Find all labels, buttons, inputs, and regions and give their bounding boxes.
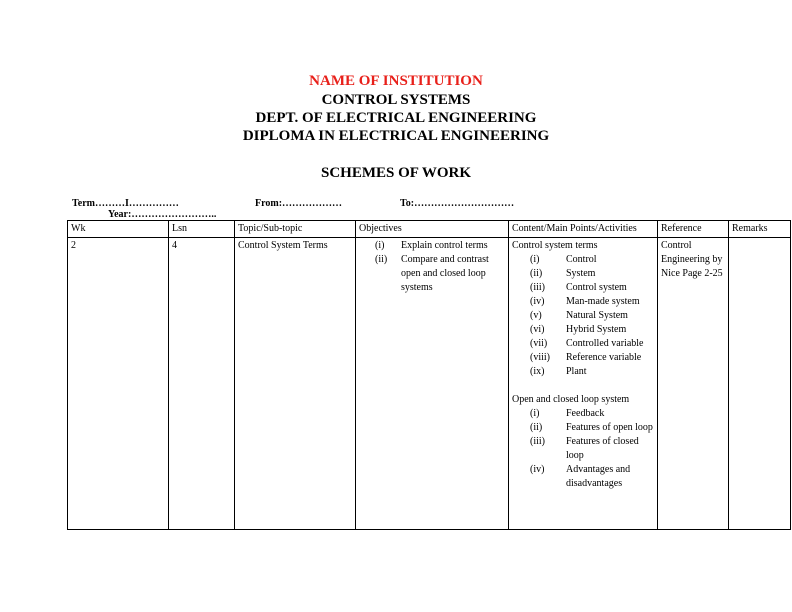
list-item: (vi) Hybrid System (530, 324, 627, 335)
objective-item (359, 239, 505, 253)
list-item: (viii) Reference variable (530, 352, 642, 363)
document-title: SCHEMES OF WORK (320, 165, 472, 181)
objective-text: Compare and contrast open and closed loop systems (401, 254, 489, 293)
list-item: (i) Feedback (530, 408, 605, 419)
header-topic: Topic/Sub-topic (235, 221, 356, 238)
header-objectives: Objectives (356, 221, 509, 238)
cell-content (509, 238, 658, 530)
cell-lsn: 4 (169, 238, 235, 530)
list-item: (iv) Advantages and disadvantages (530, 464, 631, 489)
cell-wk: 2 (68, 238, 169, 530)
header-lsn: Lsn (169, 221, 235, 238)
header-wk: Wk (68, 221, 169, 238)
cell-objectives (356, 238, 509, 530)
objectives-list (359, 239, 505, 295)
header-remarks: Remarks (729, 221, 791, 238)
from-field: From:……………… (255, 198, 343, 209)
course-title: DIPLOMA IN ELECTRICAL ENGINEERING (242, 128, 550, 144)
to-field: To:………………………… (400, 198, 515, 209)
list-item: (iii) Features of closed loop (530, 436, 639, 461)
list-item: (ix) Plant (530, 366, 587, 377)
department-title: DEPT. OF ELECTRICAL ENGINEERING (255, 110, 537, 126)
list-item: (iv) Man-made system (530, 296, 640, 307)
year-field: Year:…………………….. (108, 209, 217, 220)
cell-topic: Control System Terms (235, 238, 356, 530)
cell-remarks (729, 238, 791, 530)
table-header-row (68, 221, 791, 238)
cell-reference: Control Engineering by Nice Page 2-25 (658, 238, 729, 530)
list-item: (ii) Features of open loop (530, 422, 653, 433)
objective-number: (i) (375, 240, 385, 251)
term-field: Term………I…………… (72, 198, 179, 209)
institution-name: NAME OF INSTITUTION (309, 73, 483, 89)
objective-number: (ii) (375, 254, 388, 265)
content-heading-loops: Open and closed loop system (512, 394, 630, 405)
list-item: (i) Control (530, 254, 597, 265)
content-list-loops (512, 407, 654, 491)
list-item: (ii) System (530, 268, 596, 279)
header-content: Content/Main Points/Activities (509, 221, 658, 238)
content-list-terms (512, 253, 654, 379)
list-item: (vii) Controlled variable (530, 338, 644, 349)
content-heading-terms: Control system terms (512, 240, 598, 251)
subject-title: CONTROL SYSTEMS (321, 92, 471, 108)
schemes-table (67, 220, 791, 530)
header-reference: Reference (658, 221, 729, 238)
list-item: (iii) Control system (530, 282, 627, 293)
table-row (68, 238, 791, 530)
objective-text: Explain control terms (401, 240, 488, 251)
list-item: (v) Natural System (530, 310, 628, 321)
objective-item (359, 253, 505, 295)
